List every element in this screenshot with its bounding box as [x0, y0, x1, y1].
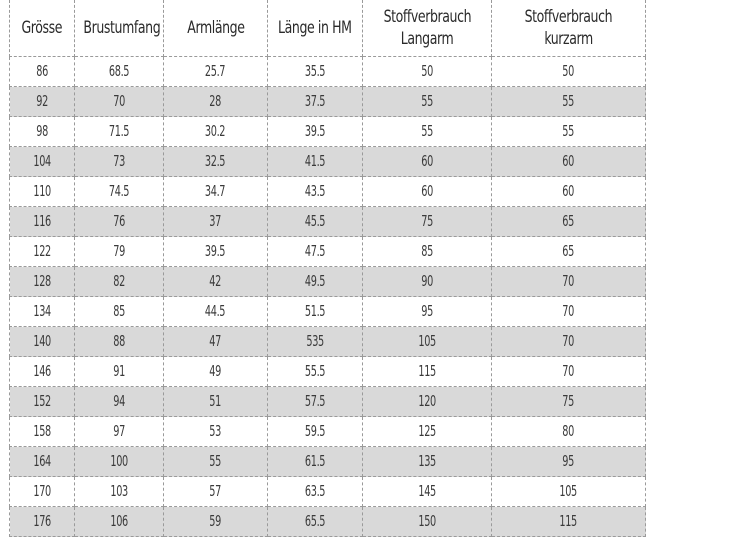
header-brustumfang: Brustumfang [75, 0, 164, 57]
cell-stoffverbrauch-langarm: 90 [363, 267, 492, 297]
cell-armlaenge: 28 [164, 87, 268, 117]
cell-stoffverbrauch-langarm: 60 [363, 147, 492, 177]
cell-stoffverbrauch-langarm: 60 [363, 177, 492, 207]
cell-brustumfang: 70 [75, 87, 164, 117]
cell-stoffverbrauch-kurzarm: 75 [492, 387, 646, 417]
header-armlaenge: Armlänge [164, 0, 268, 57]
cell-groesse: 164 [10, 447, 75, 477]
cell-armlaenge: 55 [164, 447, 268, 477]
cell-armlaenge: 30.2 [164, 117, 268, 147]
cell-armlaenge: 42 [164, 267, 268, 297]
table-row [10, 147, 646, 177]
header-stoffverbrauch-kurzarm: Stoffverbrauch kurzarm [492, 0, 646, 57]
header-laenge-in-hm: Länge in HM [268, 0, 363, 57]
cell-laenge-in-hm: 55.5 [268, 357, 363, 387]
cell-brustumfang: 73 [75, 147, 164, 177]
cell-laenge-in-hm: 61.5 [268, 447, 363, 477]
table-row [10, 207, 646, 237]
cell-groesse: 176 [10, 507, 75, 537]
cell-groesse: 98 [10, 117, 75, 147]
cell-laenge-in-hm: 43.5 [268, 177, 363, 207]
table-row [10, 387, 646, 417]
table-row [10, 327, 646, 357]
table-row [10, 447, 646, 477]
cell-stoffverbrauch-kurzarm: 65 [492, 237, 646, 267]
cell-stoffverbrauch-kurzarm: 70 [492, 297, 646, 327]
cell-stoffverbrauch-kurzarm: 95 [492, 447, 646, 477]
cell-stoffverbrauch-langarm: 55 [363, 117, 492, 147]
table-row [10, 117, 646, 147]
cell-stoffverbrauch-langarm: 50 [363, 57, 492, 87]
cell-stoffverbrauch-kurzarm: 60 [492, 147, 646, 177]
cell-stoffverbrauch-kurzarm: 65 [492, 207, 646, 237]
cell-stoffverbrauch-kurzarm: 55 [492, 117, 646, 147]
table-row [10, 297, 646, 327]
cell-armlaenge: 47 [164, 327, 268, 357]
cell-stoffverbrauch-langarm: 135 [363, 447, 492, 477]
cell-laenge-in-hm: 45.5 [268, 207, 363, 237]
cell-groesse: 128 [10, 267, 75, 297]
table-body [10, 57, 646, 537]
cell-laenge-in-hm: 57.5 [268, 387, 363, 417]
cell-armlaenge: 37 [164, 207, 268, 237]
cell-brustumfang: 79 [75, 237, 164, 267]
cell-armlaenge: 49 [164, 357, 268, 387]
cell-groesse: 110 [10, 177, 75, 207]
cell-armlaenge: 59 [164, 507, 268, 537]
cell-stoffverbrauch-langarm: 105 [363, 327, 492, 357]
cell-groesse: 104 [10, 147, 75, 177]
cell-stoffverbrauch-kurzarm: 80 [492, 417, 646, 447]
table-row [10, 57, 646, 87]
cell-armlaenge: 44.5 [164, 297, 268, 327]
cell-brustumfang: 103 [75, 477, 164, 507]
cell-brustumfang: 106 [75, 507, 164, 537]
table-row [10, 357, 646, 387]
cell-brustumfang: 100 [75, 447, 164, 477]
cell-laenge-in-hm: 63.5 [268, 477, 363, 507]
cell-stoffverbrauch-langarm: 150 [363, 507, 492, 537]
cell-armlaenge: 25.7 [164, 57, 268, 87]
cell-laenge-in-hm: 65.5 [268, 507, 363, 537]
cell-brustumfang: 71.5 [75, 117, 164, 147]
cell-stoffverbrauch-langarm: 115 [363, 357, 492, 387]
cell-laenge-in-hm: 59.5 [268, 417, 363, 447]
cell-armlaenge: 57 [164, 477, 268, 507]
cell-laenge-in-hm: 49.5 [268, 267, 363, 297]
header-row [10, 0, 646, 57]
table-row [10, 477, 646, 507]
cell-stoffverbrauch-kurzarm: 70 [492, 327, 646, 357]
cell-laenge-in-hm: 535 [268, 327, 363, 357]
cell-armlaenge: 51 [164, 387, 268, 417]
cell-stoffverbrauch-kurzarm: 115 [492, 507, 646, 537]
cell-stoffverbrauch-langarm: 85 [363, 237, 492, 267]
cell-groesse: 146 [10, 357, 75, 387]
cell-armlaenge: 39.5 [164, 237, 268, 267]
cell-stoffverbrauch-kurzarm: 70 [492, 267, 646, 297]
cell-stoffverbrauch-kurzarm: 60 [492, 177, 646, 207]
cell-stoffverbrauch-kurzarm: 105 [492, 477, 646, 507]
size-chart-table [9, 0, 646, 537]
cell-brustumfang: 82 [75, 267, 164, 297]
cell-stoffverbrauch-langarm: 75 [363, 207, 492, 237]
cell-armlaenge: 32.5 [164, 147, 268, 177]
cell-groesse: 134 [10, 297, 75, 327]
cell-stoffverbrauch-kurzarm: 55 [492, 87, 646, 117]
table-row [10, 87, 646, 117]
cell-armlaenge: 34.7 [164, 177, 268, 207]
cell-brustumfang: 85 [75, 297, 164, 327]
header-groesse: Grösse [10, 0, 75, 57]
cell-brustumfang: 94 [75, 387, 164, 417]
cell-groesse: 116 [10, 207, 75, 237]
cell-brustumfang: 97 [75, 417, 164, 447]
cell-stoffverbrauch-kurzarm: 50 [492, 57, 646, 87]
cell-armlaenge: 53 [164, 417, 268, 447]
cell-laenge-in-hm: 41.5 [268, 147, 363, 177]
table-row [10, 267, 646, 297]
cell-laenge-in-hm: 39.5 [268, 117, 363, 147]
cell-groesse: 140 [10, 327, 75, 357]
cell-stoffverbrauch-langarm: 95 [363, 297, 492, 327]
cell-laenge-in-hm: 35.5 [268, 57, 363, 87]
cell-laenge-in-hm: 47.5 [268, 237, 363, 267]
table-row [10, 237, 646, 267]
cell-laenge-in-hm: 51.5 [268, 297, 363, 327]
cell-groesse: 170 [10, 477, 75, 507]
cell-stoffverbrauch-langarm: 120 [363, 387, 492, 417]
cell-brustumfang: 76 [75, 207, 164, 237]
cell-laenge-in-hm: 37.5 [268, 87, 363, 117]
header-stoffverbrauch-langarm: Stoffverbrauch Langarm [363, 0, 492, 57]
table-row [10, 177, 646, 207]
cell-stoffverbrauch-langarm: 125 [363, 417, 492, 447]
cell-stoffverbrauch-kurzarm: 70 [492, 357, 646, 387]
cell-brustumfang: 91 [75, 357, 164, 387]
cell-stoffverbrauch-langarm: 55 [363, 87, 492, 117]
cell-groesse: 122 [10, 237, 75, 267]
table-row [10, 417, 646, 447]
table-row [10, 507, 646, 537]
cell-brustumfang: 74.5 [75, 177, 164, 207]
cell-groesse: 86 [10, 57, 75, 87]
cell-groesse: 158 [10, 417, 75, 447]
cell-stoffverbrauch-langarm: 145 [363, 477, 492, 507]
cell-brustumfang: 68.5 [75, 57, 164, 87]
cell-groesse: 92 [10, 87, 75, 117]
cell-groesse: 152 [10, 387, 75, 417]
cell-brustumfang: 88 [75, 327, 164, 357]
